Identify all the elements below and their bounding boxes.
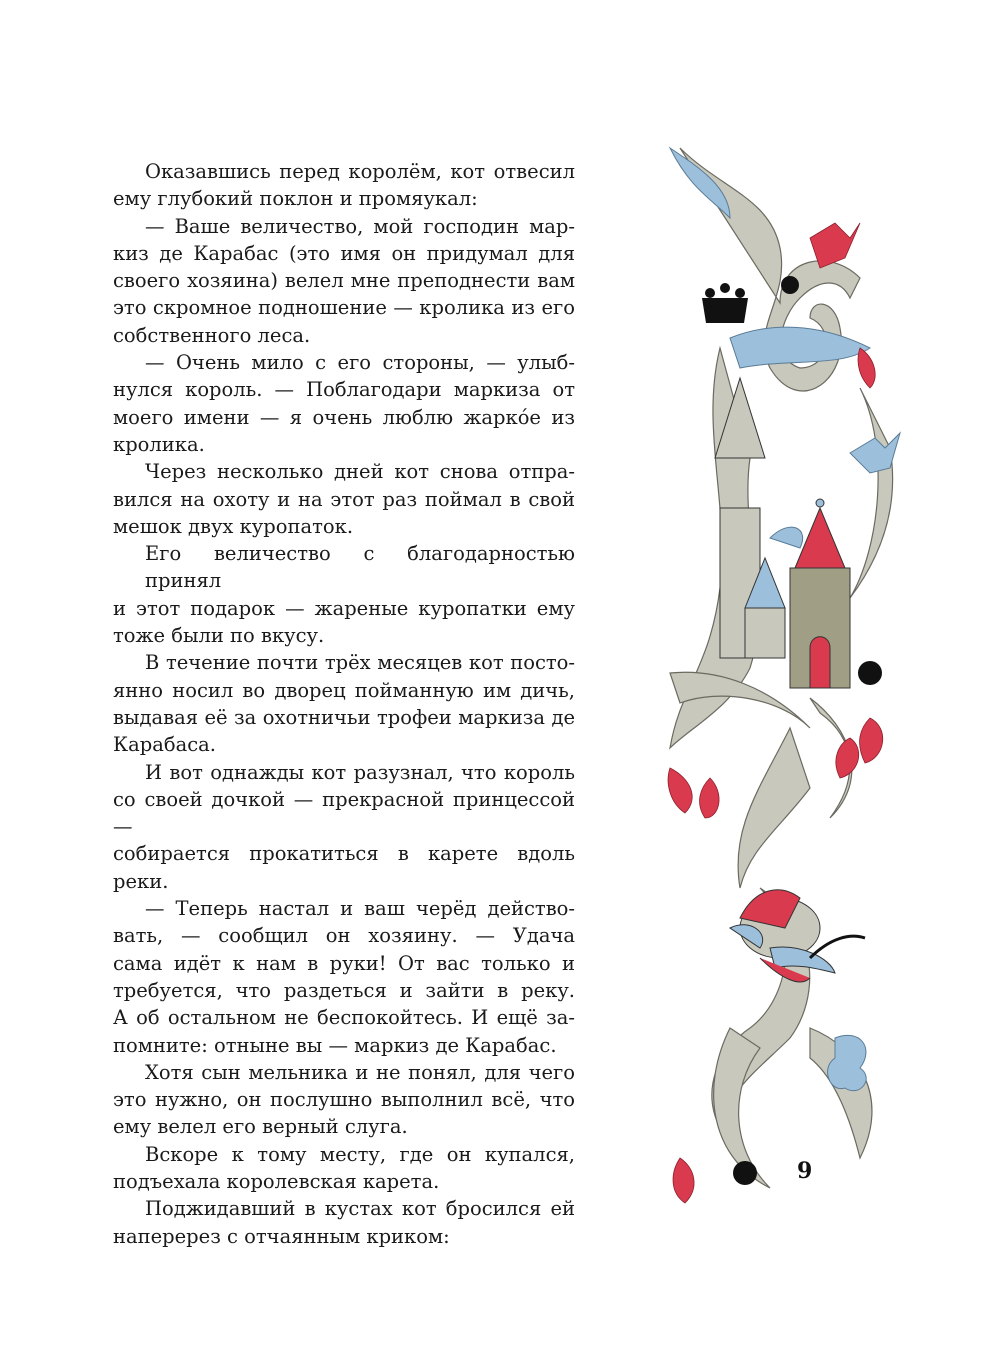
text-line: собственного леса. [113, 323, 311, 347]
text-line: Карабаса. [113, 733, 216, 757]
text-line: кролика. [113, 432, 205, 456]
text-line: своего хозяина) велел мне преподнести вам [113, 269, 575, 293]
paragraph [113, 540, 575, 649]
body-text [113, 158, 575, 1250]
text-line: — Теперь настал и ваш черёд действо- [145, 897, 575, 921]
text-line: янно носил во дворец пойманную им дичь, [113, 678, 575, 702]
text-line: со своей дочкой — прекрасной принцессой — [113, 787, 575, 839]
text-line: ему глубокий поклон и промяукал: [113, 187, 478, 211]
decorative-border-illustration [660, 128, 910, 1228]
crown-icon [702, 283, 748, 323]
text-line: и этот подарок — жареные куропатки ему [113, 596, 575, 620]
paragraph [113, 213, 575, 349]
paragraph [113, 895, 575, 1059]
paragraph [113, 1141, 575, 1196]
paragraph [113, 649, 575, 758]
text-line: Его величество с благодарностью принял [145, 542, 575, 593]
text-line: сама идёт к нам в руки! От вас только и [113, 951, 575, 975]
text-line: собирается прокатиться в карете вдоль реки. [113, 842, 575, 893]
text-line: вать, — сообщил он хозяину. — Удача [113, 924, 575, 948]
text-line: требуется, что раздеться и зайти в реку. [113, 978, 575, 1002]
text-line: киз де Карабас (это имя он придумал для [113, 241, 575, 265]
text-line: А об остальном не беспокойтесь. И ещё за- [113, 1006, 575, 1030]
text-line: — Ваше величество, мой господин мар- [145, 214, 575, 238]
page-number: 9 [797, 1158, 813, 1184]
bird-icon [810, 223, 860, 268]
text-line: тоже были по вкусу. [113, 624, 325, 648]
text-line: — Очень мило с его стороны, — улыб- [145, 351, 575, 375]
text-line: помните: отныне вы — маркиз де Карабас. [113, 1033, 557, 1057]
text-line: это нужно, он послушно выполнил всё, что [113, 1088, 575, 1112]
paragraph [113, 458, 575, 540]
text-line: выдавая её за охотничьи трофеи маркиза де [113, 705, 575, 729]
text-line: наперерез с отчаянным криком: [113, 1224, 450, 1248]
text-line: подъехала королевская карета. [113, 1169, 440, 1193]
text-line: это скромное подношение — кролика из его [113, 296, 575, 320]
text-line: ему велел его верный слуга. [113, 1115, 408, 1139]
paragraph [113, 1059, 575, 1141]
text-line: Вскоре к тому месту, где он купался, [145, 1142, 575, 1166]
paragraph [113, 349, 575, 458]
paragraph [113, 158, 575, 213]
text-line: В течение почти трёх месяцев кот посто- [145, 651, 575, 675]
text-line: Хотя сын мельника и не понял, для чего [145, 1060, 575, 1084]
text-line: И вот однажды кот разузнал, что король [145, 760, 575, 784]
text-line: Поджидавший в кустах кот бросился ей [145, 1197, 575, 1221]
text-line: вился на охоту и на этот раз поймал в свой [113, 487, 575, 511]
text-line: нулся король. — Поблагодари маркиза от [113, 378, 575, 402]
text-line: Оказавшись перед королём, кот отвесил [145, 160, 575, 183]
text-line: мешок двух куропаток. [113, 514, 354, 538]
text-line: Через несколько дней кот снова отпра- [145, 460, 575, 484]
paragraph [113, 759, 575, 895]
paragraph [113, 1195, 575, 1250]
text-line: моего имени — я очень люблю жаркóе из [113, 405, 575, 429]
